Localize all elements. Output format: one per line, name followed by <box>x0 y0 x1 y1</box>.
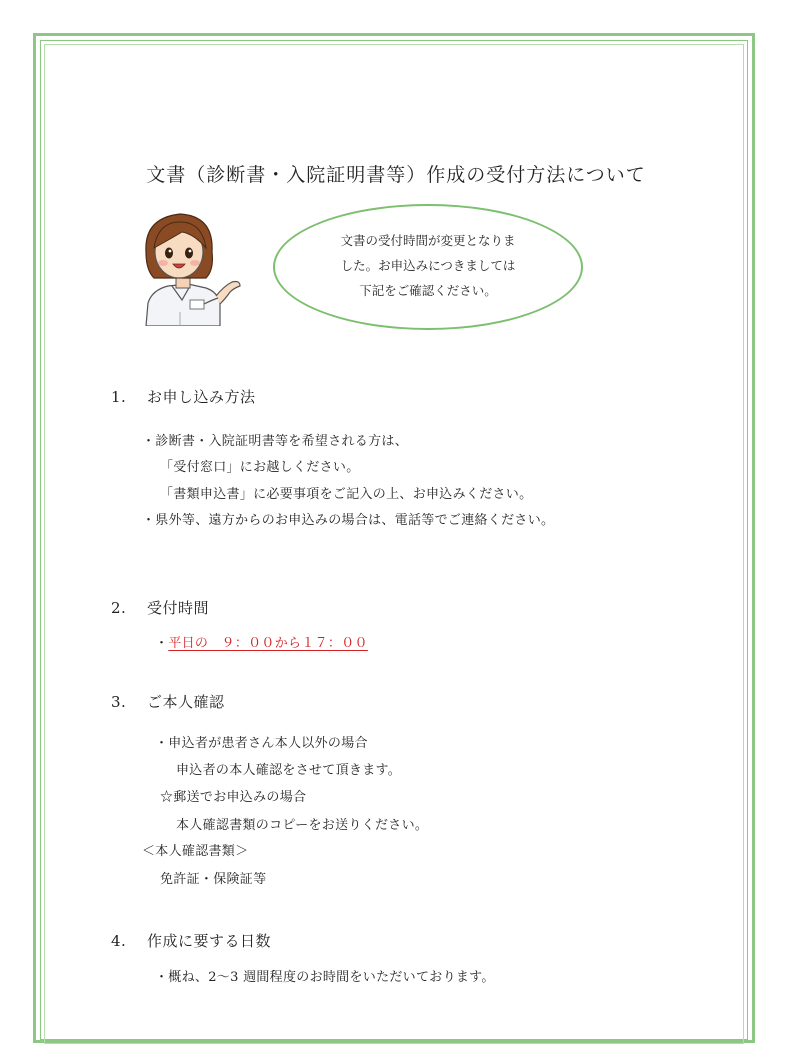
section-2-title: 受付時間 <box>147 599 210 617</box>
section-1-line-3: 「書類申込書」に必要事項をご記入の上、お申込みください。 <box>160 487 533 502</box>
page-border-inner-thin <box>44 44 744 1044</box>
nurse-illustration <box>128 208 248 326</box>
section-1-heading <box>111 386 256 407</box>
section-3-line-2: 申込者の本人確認をさせて頂きます。 <box>176 763 402 778</box>
section-1-line-2: 「受付窓口」にお越しください。 <box>160 460 360 475</box>
hours-text: 平日の ９：００から１７：００ <box>168 636 368 651</box>
section-3-line-5: ＜本人確認書類＞ <box>142 844 249 859</box>
section-2-number: 2. <box>111 599 127 617</box>
section-4-title: 作成に要する日数 <box>147 932 272 950</box>
hours-bullet: ・ <box>155 636 169 651</box>
section-2-hours-line <box>155 632 368 651</box>
section-2-heading <box>111 597 209 618</box>
section-1-number: 1. <box>111 388 127 406</box>
section-3-line-6: 免許証・保険証等 <box>160 872 267 887</box>
section-1-line-1: ・診断書・入院証明書等を希望される方は、 <box>142 434 409 449</box>
section-3-line-4: 本人確認書類のコピーをお送りください。 <box>176 818 429 833</box>
section-3-number: 3. <box>111 693 127 711</box>
bubble-line-2: した。お申込みにつきましては <box>340 257 516 273</box>
section-3-heading <box>111 691 225 712</box>
section-1-line-4: ・県外等、遠方からのお申込みの場合は、電話等でご連絡ください。 <box>142 513 555 528</box>
section-3-title: ご本人確認 <box>147 693 225 711</box>
bubble-line-1: 文書の受付時間が変更となりま <box>340 232 516 248</box>
section-1-title: お申し込み方法 <box>147 388 256 406</box>
section-3-line-3: ☆郵送でお申込みの場合 <box>160 790 307 805</box>
page-title: 文書（診断書・入院証明書等）作成の受付方法について <box>146 164 646 186</box>
section-4-line-1: ・概ね、2〜3 週間程度のお時間をいただいております。 <box>155 970 495 985</box>
speech-bubble <box>273 204 583 330</box>
section-4-number: 4. <box>111 932 127 950</box>
bubble-line-3: 下記をご確認ください。 <box>359 282 497 298</box>
section-3-line-1: ・申込者が患者さん本人以外の場合 <box>155 736 368 751</box>
section-4-heading <box>111 930 271 951</box>
